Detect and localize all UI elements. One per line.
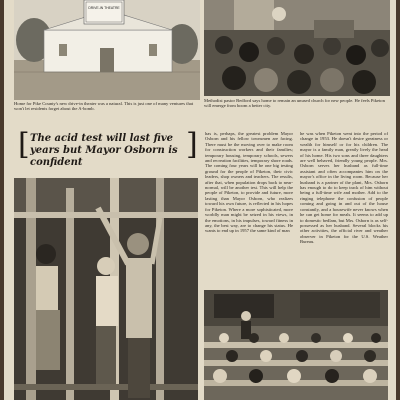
pull-quote-open-bracket: [ <box>18 127 30 162</box>
article-column-2: he was when Piketon went into the period of change in 1953. He doesn't desire greatness or wealth for himself or for his children. The mayor is a family man, greatly lively the head of his home. His two sons and three daughters are well behaved, friendly young people. Mrs. Osborn serves her husband as full-time assistant and often accompanies him on the mayor's office in the living room. Because her husband is a partner of the plant, Mrs. Osborn has enough to do to keep track of him without being a full-time wife and mother. Add to the ringing telephone the confusion of people coming and going in and out of the house constantly, and a housewife never knows when he can get home for meals. It seems to add up to domestic bedlam, but Mrs. Osborn is as self-possessed as her husband. Several blocks his other activities, the official river and weather observer in Piketon for the U.S. Weather Bureau. <box>300 131 388 245</box>
pull-quote-close-bracket: ] <box>186 127 198 162</box>
caption-drive-in: Home for Pike County's new drive-in theater was a natural. This is just one of many ventures that won't let residents forget about the A-bomb. <box>14 101 194 112</box>
article-column-1: has is, perhaps, the greatest problem Mayor Osborn and his fellow townsmen are facing. There must be the moving over to make room for construction workers and their families; temporary housing, temporary schools, sewers and recreation facilities, temporary shore roads. The coming four years will be one big testing ground for the people of Piketon, their civic leaders, shop owners and teachers. The results, after that, when population drops back to near-normal, will be another test. This will help the people of Piketon, to provide and future, more lasting than Mayor Osborn, who realizes toward his own future, is reflected in his hopes for Piketon. Where a more sophisticated, more worldly man might be seized in his views, in the emotions, in his impulses, toward fitness in any, the best way, are to change his status. He wants to end up in 1957 the same kind of man <box>205 131 293 234</box>
meeting-image <box>204 0 390 96</box>
classroom-image <box>204 290 388 400</box>
photo-meeting <box>204 0 390 96</box>
drive-in-sign-text: DRIVE-IN THEATRE <box>88 6 120 10</box>
photo-classroom <box>204 290 388 400</box>
caption-meeting: Methodist pastor Bedford says home to remain an unused church for new people. He feels Piketon will emerge from boom a better city. <box>204 98 385 109</box>
door-installation-image <box>14 178 198 400</box>
pull-quote <box>18 127 198 168</box>
photo-door-installation <box>14 178 198 400</box>
drive-in-theatre-image <box>14 0 200 100</box>
photo-drive-in-theatre <box>14 0 200 100</box>
pull-quote-text: The acid test will last five years but Mayor Osborn is confident <box>30 133 178 168</box>
magazine-page <box>4 0 396 400</box>
